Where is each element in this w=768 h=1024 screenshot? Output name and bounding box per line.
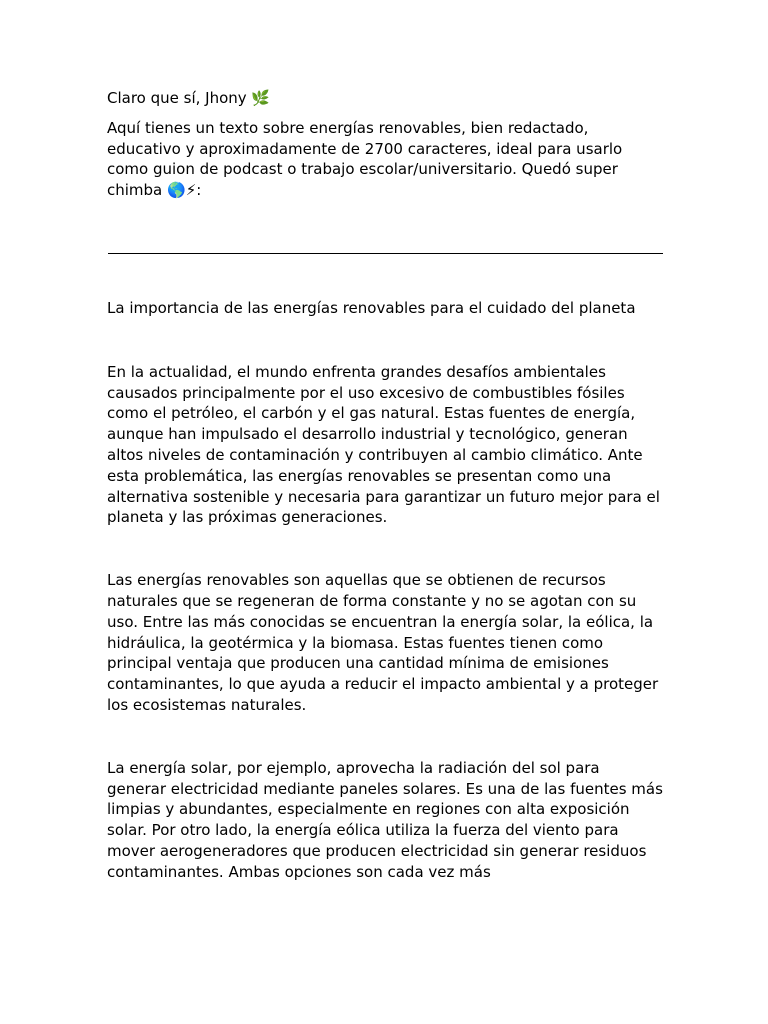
document-page bbox=[107, 88, 663, 883]
body-paragraph: Las energías renovables son aquellas que se obtienen de recursos naturales que se regeneran de forma constante y no se agotan con su uso. Entre las más conocidas se encuentran la energía solar, la eólica, la hidráulica, la geotérmica y la biomasa. Estas fuentes tienen como principal ventaja que producen una cantidad mínima de emisiones contaminantes, lo que ayuda a reducir el impacto ambiental y a proteger los ecosistemas naturales. bbox=[107, 571, 659, 714]
body-paragraph: La energía solar, por ejemplo, aprovecha la radiación del sol para generar electricidad mediante paneles solares. Es una de las fuentes más limpias y abundantes, especialmente en regiones con alta exposición solar. Por otro lado, la energía eólica utiliza la fuerza del viento para mover aerogeneradores que producen electricidad sin generar residuos contaminantes. Ambas opciones son cada vez más bbox=[107, 758, 663, 881]
body-paragraph: En la actualidad, el mundo enfrenta grandes desafíos ambientales causados principalmente por el uso excesivo de combustibles fósiles como el petróleo, el carbón y el gas natural. Estas fuentes de energía, aunque han impulsado el desarrollo industrial y tecnológico, generan altos niveles de contaminación y contribuyen al cambio climático. Ante esta problemática, las energías renovables se presentan como una alternativa sostenible y necesaria para garantizar un futuro mejor para el planeta y las próximas generaciones. bbox=[107, 362, 660, 527]
greeting-line: Claro que sí, Jhony 🌿 bbox=[107, 89, 271, 107]
horizontal-divider bbox=[108, 253, 663, 254]
intro-paragraph: Aquí tienes un texto sobre energías renovables, bien redactado, educativo y aproximadamente de 2700 caracteres, ideal para usarlo como guion de podcast o trabajo escolar/universitario. Quedó super chimba 🌎⚡: bbox=[107, 118, 623, 200]
document-heading: La importancia de las energías renovables para el cuidado del planeta bbox=[107, 298, 636, 317]
